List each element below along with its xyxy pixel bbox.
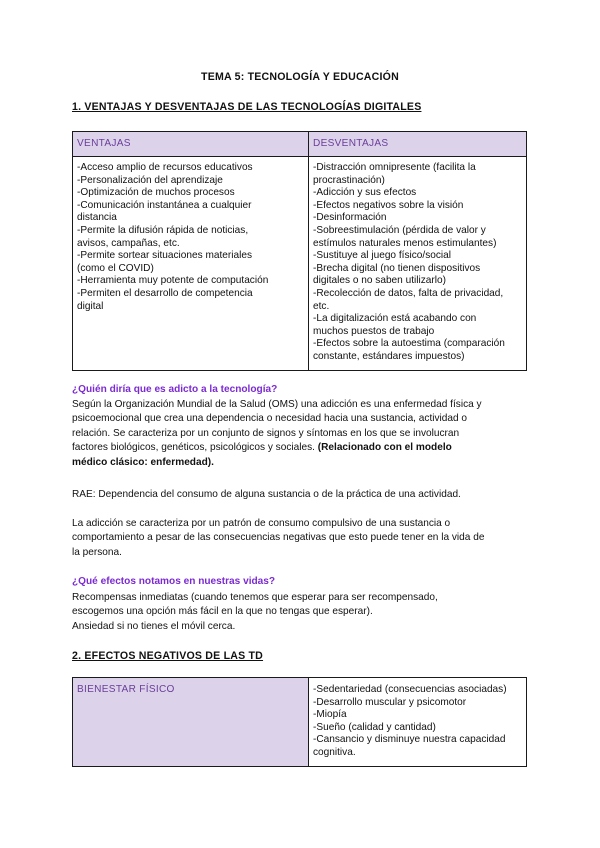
efectos-line: Ansiedad si no tienes el móvil cerca. [72, 620, 236, 632]
ventajas-line: -Permite la difusión rápida de noticias, [77, 224, 249, 236]
adiccion-paragraph [72, 517, 528, 560]
bienestar-line: -Sedentariedad (consecuencias asociadas) [313, 684, 507, 695]
adiccion-line: la persona. [72, 546, 122, 558]
oms-bold-b: médico clásico: enfermedad). [72, 456, 214, 468]
document-title: TEMA 5: TECNOLOGÍA Y EDUCACIÓN [201, 71, 399, 83]
desventajas-line: constante, estándares impuestos) [313, 350, 465, 362]
desventajas-line: -Adicción y sus efectos [313, 187, 417, 199]
header-desventajas: DESVENTAJAS [309, 132, 527, 157]
ventajas-cell [73, 157, 309, 371]
desventajas-line: -Efectos negativos sobre la visión [313, 199, 464, 211]
oms-bold-a: (Relacionado con el modelo [317, 442, 452, 454]
oms-line-5 [72, 456, 528, 470]
desventajas-line: digitales o no saben utilizarlo) [313, 275, 446, 287]
section-2-title: 2. EFECTOS NEGATIVOS DE LAS TD [72, 650, 264, 662]
bienestar-line: cognitiva. [313, 746, 356, 758]
desventajas-line: -Sustituye al juego físico/social [313, 250, 452, 262]
efectos-line: Recompensas inmediatas (cuando tenemos que esperar para ser recompensado, [72, 592, 438, 603]
ventajas-line: -Permiten el desarrollo de competencia [77, 287, 253, 299]
desventajas-line: -Distracción omnipresente (facilita la [313, 162, 476, 173]
efectos-line: escogemos una opción más fácil en la que no tengas que esperar). [72, 606, 373, 618]
ventajas-line: digital [77, 300, 104, 312]
question-efectos-heading: ¿Qué efectos notamos en nuestras vidas? [72, 576, 276, 587]
header-ventajas: VENTAJAS [73, 132, 309, 157]
bienestar-fisico-cell [309, 678, 527, 767]
desventajas-line: -Efectos sobre la autoestima (comparación [313, 338, 505, 350]
ventajas-line: -Optimización de muchos procesos [77, 187, 235, 199]
oms-line-4-text: factores biológicos, genéticos, psicológicos y sociales. [72, 442, 318, 454]
desventajas-line: -Sobreestimulación (pérdida de valor y [313, 224, 486, 236]
bienestar-line: -Desarrollo muscular y psicomotor [313, 696, 467, 708]
ventajas-desventajas-table [72, 131, 527, 371]
oms-line: relación. Se caracteriza por un conjunto de signos y síntomas en los que se involucran [72, 427, 460, 439]
ventajas-line: -Herramienta muy potente de computación [77, 275, 269, 287]
efectos-paragraph [72, 591, 528, 634]
oms-line-4 [72, 441, 528, 455]
adiccion-line: comportamiento a pesar de las consecuencias negativas que esto puede tener en la vida de [72, 532, 485, 544]
ventajas-line: (como el COVID) [77, 262, 154, 274]
ventajas-line: avisos, campañas, etc. [77, 237, 180, 249]
desventajas-cell [309, 157, 527, 371]
bienestar-line: -Cansancio y disminuye nuestra capacidad [313, 734, 506, 746]
ventajas-line: -Permite sortear situaciones materiales [77, 250, 253, 262]
desventajas-line: estímulos naturales menos estimulantes) [313, 237, 497, 249]
oms-line: psicoemocional que crea una dependencia o necesidad hacia una sustancia, actividad o [72, 413, 468, 425]
bienestar-fisico-table [72, 677, 527, 767]
ventajas-line: distancia [77, 212, 117, 224]
desventajas-line: etc. [313, 300, 330, 312]
oms-line: Según la Organización Mundial de la Salud (OMS) una adicción es una enfermedad física y [72, 399, 482, 410]
section-1-title: 1. VENTAJAS Y DESVENTAJAS DE LAS TECNOLOGÍAS DIGITALES [72, 101, 422, 113]
desventajas-line: muchos puestos de trabajo [313, 325, 435, 337]
ventajas-line: -Personalización del aprendizaje [77, 174, 223, 186]
ventajas-line: -Comunicación instantánea a cualquier [77, 199, 252, 211]
adiccion-line: La adicción se caracteriza por un patrón de consumo compulsivo de una sustancia o [72, 518, 451, 529]
desventajas-line: procrastinación) [313, 174, 385, 186]
bienestar-line: -Sueño (calidad y cantidad) [313, 721, 436, 733]
oms-paragraph [72, 398, 528, 470]
bienestar-line: -Miopía [313, 709, 347, 721]
ventajas-line: -Acceso amplio de recursos educativos [77, 162, 253, 173]
bienestar-fisico-header: BIENESTAR FÍSICO [73, 678, 309, 767]
desventajas-line: -Desinformación [313, 212, 387, 224]
desventajas-line: -Recolección de datos, falta de privacidad, [313, 287, 504, 299]
desventajas-line: -Brecha digital (no tienen dispositivos [313, 262, 481, 274]
rae-definition: RAE: Dependencia del consumo de alguna sustancia o de la práctica de una actividad. [72, 489, 461, 500]
question-adicto-heading: ¿Quién diría que es adicto a la tecnología? [72, 384, 278, 395]
desventajas-line: -La digitalización está acabando con [313, 313, 477, 325]
